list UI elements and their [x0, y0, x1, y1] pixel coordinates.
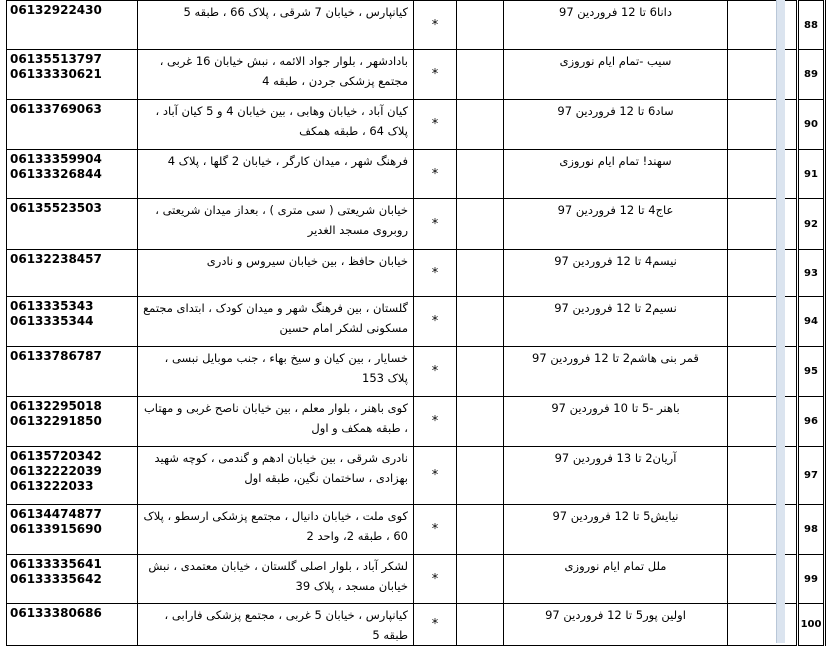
phone-cell [7, 199, 138, 250]
star-mark: * [414, 100, 457, 150]
address-cell: کوی ملت ، خیابان دانیال ، مجتمع پزشکی ارسطو ، پلاک 60 ، طبقه 2، واحد 2 [138, 505, 414, 555]
star-mark: * [414, 447, 457, 505]
address-cell: کوی باهنر ، بلوار معلم ، بین خیابان ناصح غربی و مهتاب ، طبقه همکف و اول [138, 397, 414, 447]
row-number: 91 [798, 150, 825, 199]
phone-cell [7, 447, 138, 505]
empty-cell [457, 397, 504, 447]
phone-cell [7, 347, 138, 397]
phone-cell [7, 505, 138, 555]
clinic-name-cell: باهنر -5 تا 10 فروردین 97 [504, 397, 728, 447]
phone-number: 06133335641 [10, 557, 102, 571]
address-cell: کیانپارس ، خیابان 7 شرقی ، پلاک 66 ، طبقه 5 [138, 1, 414, 50]
row-number: 96 [798, 397, 825, 447]
empty-cell [728, 297, 798, 347]
phone-cell [7, 250, 138, 297]
table-row [7, 447, 825, 505]
clinic-name-cell: نسیم2 تا 12 فروردین 97 [504, 297, 728, 347]
table-row [7, 505, 825, 555]
row-number: 90 [798, 100, 825, 150]
phone-number: 0613335344 [10, 314, 94, 328]
phone-number: 06132295018 [10, 399, 102, 413]
star-mark: * [414, 604, 457, 646]
empty-cell [728, 555, 798, 604]
empty-cell [728, 250, 798, 297]
table-row [7, 1, 825, 50]
phone-number: 06132238457 [10, 252, 102, 266]
table-row [7, 297, 825, 347]
empty-cell [728, 100, 798, 150]
empty-cell [728, 397, 798, 447]
phone-cell [7, 397, 138, 447]
phone-number: 06132291850 [10, 414, 102, 428]
address-cell: خسایار ، بین کیان و سیخ بهاء ، جنب موبایل نبسی ، پلاک 153 [138, 347, 414, 397]
table-row [7, 604, 825, 646]
table-row [7, 347, 825, 397]
row-number: 98 [798, 505, 825, 555]
phone-number: 06133769063 [10, 102, 102, 116]
table-row [7, 150, 825, 199]
clinic-name-cell: قمر بنی هاشم2 تا 12 فروردین 97 [504, 347, 728, 397]
empty-cell [457, 150, 504, 199]
star-mark: * [414, 1, 457, 50]
row-number: 97 [798, 447, 825, 505]
address-cell: گلستان ، بین فرهنگ شهر و میدان کودک ، ابتدای مجتمع مسکونی لشکر امام حسین [138, 297, 414, 347]
phone-cell [7, 50, 138, 100]
phone-number: 06133330621 [10, 67, 102, 81]
phone-number: 06134474877 [10, 507, 102, 521]
clinic-name-cell: نیسم4 تا 12 فروردین 97 [504, 250, 728, 297]
empty-cell [728, 1, 798, 50]
clinic-name-cell: ملل تمام ایام نوروزی [504, 555, 728, 604]
table-row [7, 397, 825, 447]
row-number: 94 [798, 297, 825, 347]
empty-cell [728, 347, 798, 397]
empty-cell [457, 250, 504, 297]
row-number: 100 [798, 604, 825, 646]
phone-number: 06133359904 [10, 152, 102, 166]
address-cell: کیان آباد ، خیابان وهابی ، بین خیابان 4 و 5 کیان آباد ، پلاک 64 ، طبقه همکف [138, 100, 414, 150]
phone-number: 06133326844 [10, 167, 102, 181]
row-number: 95 [798, 347, 825, 397]
address-cell: خیابان شریعتی ( سی متری ) ، بعداز میدان شریعتی ، روبروی مسجد الغدیر [138, 199, 414, 250]
table-row [7, 199, 825, 250]
phone-number: 06132922430 [10, 3, 102, 17]
phone-number: 06133915690 [10, 522, 102, 536]
phone-number: 0613335343 [10, 299, 94, 313]
star-mark: * [414, 347, 457, 397]
clinic-name-cell: نیایش5 تا 12 فروردین 97 [504, 505, 728, 555]
row-number: 93 [798, 250, 825, 297]
address-cell: خیابان حافظ ، بین خیابان سیروس و نادری [138, 250, 414, 297]
phone-cell [7, 297, 138, 347]
empty-cell [457, 199, 504, 250]
empty-cell [457, 297, 504, 347]
star-mark: * [414, 50, 457, 100]
phone-number: 06133335642 [10, 572, 102, 586]
row-number: 92 [798, 199, 825, 250]
phone-cell [7, 604, 138, 646]
table-row [7, 100, 825, 150]
clinic-name-cell: سهند! تمام ایام نوروزی [504, 150, 728, 199]
star-mark: * [414, 505, 457, 555]
star-mark: * [414, 199, 457, 250]
address-cell: فرهنگ شهر ، میدان کارگر ، خیابان 2 گلها ، پلاک 4 [138, 150, 414, 199]
phone-number: 06135513797 [10, 52, 102, 66]
dental-clinics-table [6, 0, 826, 646]
row-number: 89 [798, 50, 825, 100]
address-cell: نادری شرقی ، بین خیابان ادهم و گندمی ، کوچه شهید بهزادی ، ساختمان نگین، طبقه اول [138, 447, 414, 505]
phone-number: 06135720342 [10, 449, 102, 463]
clinic-name-cell: سیب -تمام ایام نوروزی [504, 50, 728, 100]
row-number: 99 [798, 555, 825, 604]
phone-number: 06132222039 [10, 464, 102, 478]
star-mark: * [414, 555, 457, 604]
empty-cell [457, 604, 504, 646]
clinic-name-cell: دانا6 تا 12 فروردین 97 [504, 1, 728, 50]
phone-number: 06135523503 [10, 201, 102, 215]
empty-cell [728, 150, 798, 199]
phone-cell [7, 100, 138, 150]
empty-cell [457, 50, 504, 100]
empty-cell [728, 447, 798, 505]
phone-number: 06133786787 [10, 349, 102, 363]
clinic-name-cell: عاج4 تا 12 فروردین 97 [504, 199, 728, 250]
table-row [7, 250, 825, 297]
table-row [7, 50, 825, 100]
phone-cell [7, 1, 138, 50]
star-mark: * [414, 150, 457, 199]
empty-cell [457, 505, 504, 555]
address-cell: لشکر آباد ، بلوار اصلی گلستان ، خیابان معتمدی ، نبش خیابان مسجد ، پلاک 39 [138, 555, 414, 604]
empty-cell [457, 347, 504, 397]
window-edge [776, 0, 785, 643]
phone-cell [7, 555, 138, 604]
star-mark: * [414, 297, 457, 347]
table-row [7, 555, 825, 604]
clinic-name-cell: آریان2 تا 13 فروردین 97 [504, 447, 728, 505]
table-body [7, 1, 825, 646]
star-mark: * [414, 397, 457, 447]
star-mark: * [414, 250, 457, 297]
empty-cell [457, 555, 504, 604]
empty-cell [728, 505, 798, 555]
clinic-name-cell: ساد6 تا 12 فروردین 97 [504, 100, 728, 150]
address-cell: بادادشهر ، بلوار جواد الائمه ، نبش خیابان 16 غربی ، مجتمع پزشکی جردن ، طبقه 4 [138, 50, 414, 100]
clinic-name-cell: اولین پور5 تا 12 فروردین 97 [504, 604, 728, 646]
phone-number: 0613222033 [10, 479, 94, 493]
empty-cell [457, 447, 504, 505]
phone-number: 06133380686 [10, 606, 102, 620]
empty-cell [728, 50, 798, 100]
empty-cell [457, 100, 504, 150]
address-cell: کیانپارس ، خیابان 5 غربی ، مجتمع پزشکی فارابی ، طبقه 5 [138, 604, 414, 646]
empty-cell [728, 199, 798, 250]
phone-cell [7, 150, 138, 199]
row-number: 88 [798, 1, 825, 50]
empty-cell [457, 1, 504, 50]
empty-cell [728, 604, 798, 646]
